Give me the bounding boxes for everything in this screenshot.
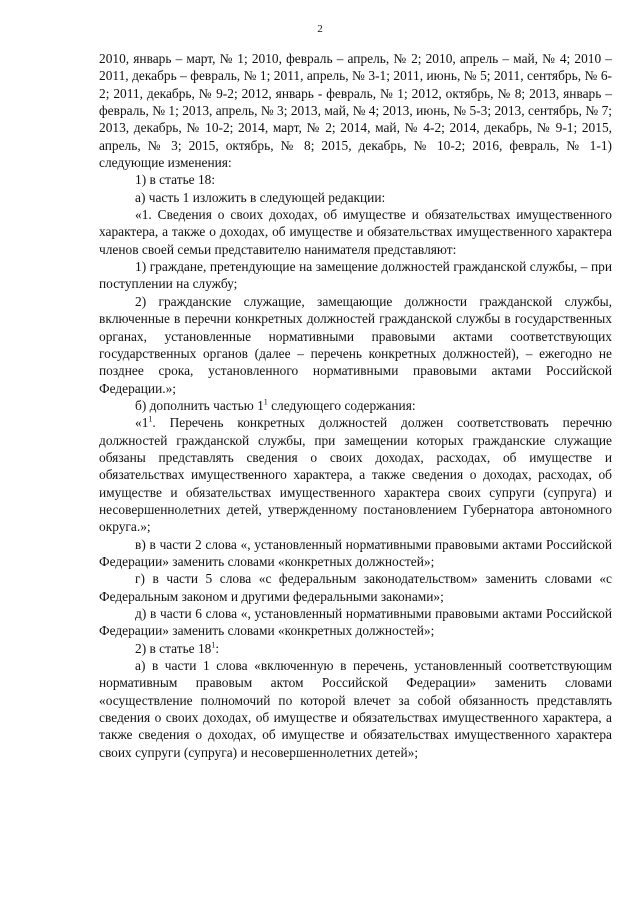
- superscript: 1: [148, 414, 153, 424]
- superscript: 1: [263, 397, 268, 407]
- part-1-1-open: «1: [135, 415, 149, 431]
- paragraph-article-18: 1) в статье 18:: [135, 172, 216, 188]
- paragraph-publication-list: 2010, январь – март, № 1; 2010, февраль – апрель, № 2; 2010, апрель – май, № 4; 2010 – 2011, декабрь – февраль, № 1; 2011, апрель, № 3-1; 2011, июнь, № 5; 2011, сентябрь, № 6-2; 2011, декабрь, № 9-2; 2012, январь - февраль, № 1; 2012, октябрь, № 8; 2013, январь – февраль, № 1; 2013, апрель, № 3; 2013, май, № 4; 2013, июнь, № 5-3; 2013, сентябрь, № 7; 2013, декабрь, № 10-2; 2014, март, № 2; 2014, май, № 4-2; 2014, декабрь, № 9-1; 2015, апрель, № 3; 2015, октябрь, № 8; 2015, декабрь, № 10-2; 2016, февраль, № 1-1) следующие изменения:: [99, 51, 612, 171]
- paragraph-subitem-1: 1) граждане, претендующие на замещение должностей гражданской службы, – при поступлении на службу;: [99, 259, 612, 292]
- page-number: 2: [317, 23, 323, 35]
- paragraph-part-1-text: «1. Сведения о своих доходах, об имуществе и обязательствах имущественного характера, а также о доходах, об имуществе и обязательствах имущественного характера членов своей семьи представителю нанимателя представляют:: [99, 207, 612, 257]
- paragraph-article-18-1: [99, 640, 612, 657]
- superscript: 1: [211, 640, 216, 650]
- item-b-text: б) дополнить частью 1: [135, 397, 264, 413]
- article-18-1-colon: :: [215, 640, 220, 656]
- paragraph-item-b: [99, 397, 612, 414]
- paragraph-article-18-1-item-a: а) в части 1 слова «включенную в перечень, установленный соответствующим нормативным правовым актом Российской Федерации» заменить словами «осуществление полномочий по которой влечет за собой обязанность представлять сведения о своих доходах, об имуществе и обязательствах имущественного характера, а также сведения о доходах, об имуществе и обязательствах имущественного характера своих супруги (супруга) и несовершеннолетних детей»;: [99, 658, 612, 760]
- document-body: [99, 50, 612, 761]
- paragraph-subitem-2: 2) гражданские служащие, замещающие должности гражданской службы, включенные в перечни конкретных должностей гражданской службы в государственных органах, установленные нормативными правовыми актами соответствующих государственных органов (далее – перечень конкретных должностей), – ежегодно не позднее срока, установленного нормативными правовыми актами Российской Федерации.»;: [99, 293, 612, 396]
- paragraph-item-g: г) в части 5 слова «с федеральным законодательством» заменить словами «с Федеральным законом и другими федеральными законами»;: [99, 571, 612, 604]
- paragraph-item-d: д) в части 6 слова «, установленный нормативными правовыми актами Российской Федерации» заменить словами «конкретных должностей»;: [99, 606, 612, 639]
- item-b-tail: следующего содержания:: [267, 397, 416, 413]
- paragraph-item-a: а) часть 1 изложить в следующей редакции:: [135, 189, 386, 205]
- paragraph-part-1-1-text: [99, 414, 612, 535]
- paragraph-item-v: в) в части 2 слова «, установленный нормативными правовыми актами Российской Федерации» заменить словами «конкретных должностей»;: [99, 536, 612, 569]
- part-1-1-body: . Перечень конкретных должностей должен соответствовать перечню должностей гражданской службы, при замещении которых гражданские служащие обязаны представлять сведения о своих доходах, расходах, об имуществе и обязательствах имущественного характера, а также сведения о доходах, расходах, об имуществе и обязательствах имущественного характера своих супруги (супруга) и несовершеннолетних детей, утвержденному постановлением Губернатора автономного округа.»;: [99, 415, 612, 535]
- article-18-1-text: 2) в статье 18: [135, 640, 212, 656]
